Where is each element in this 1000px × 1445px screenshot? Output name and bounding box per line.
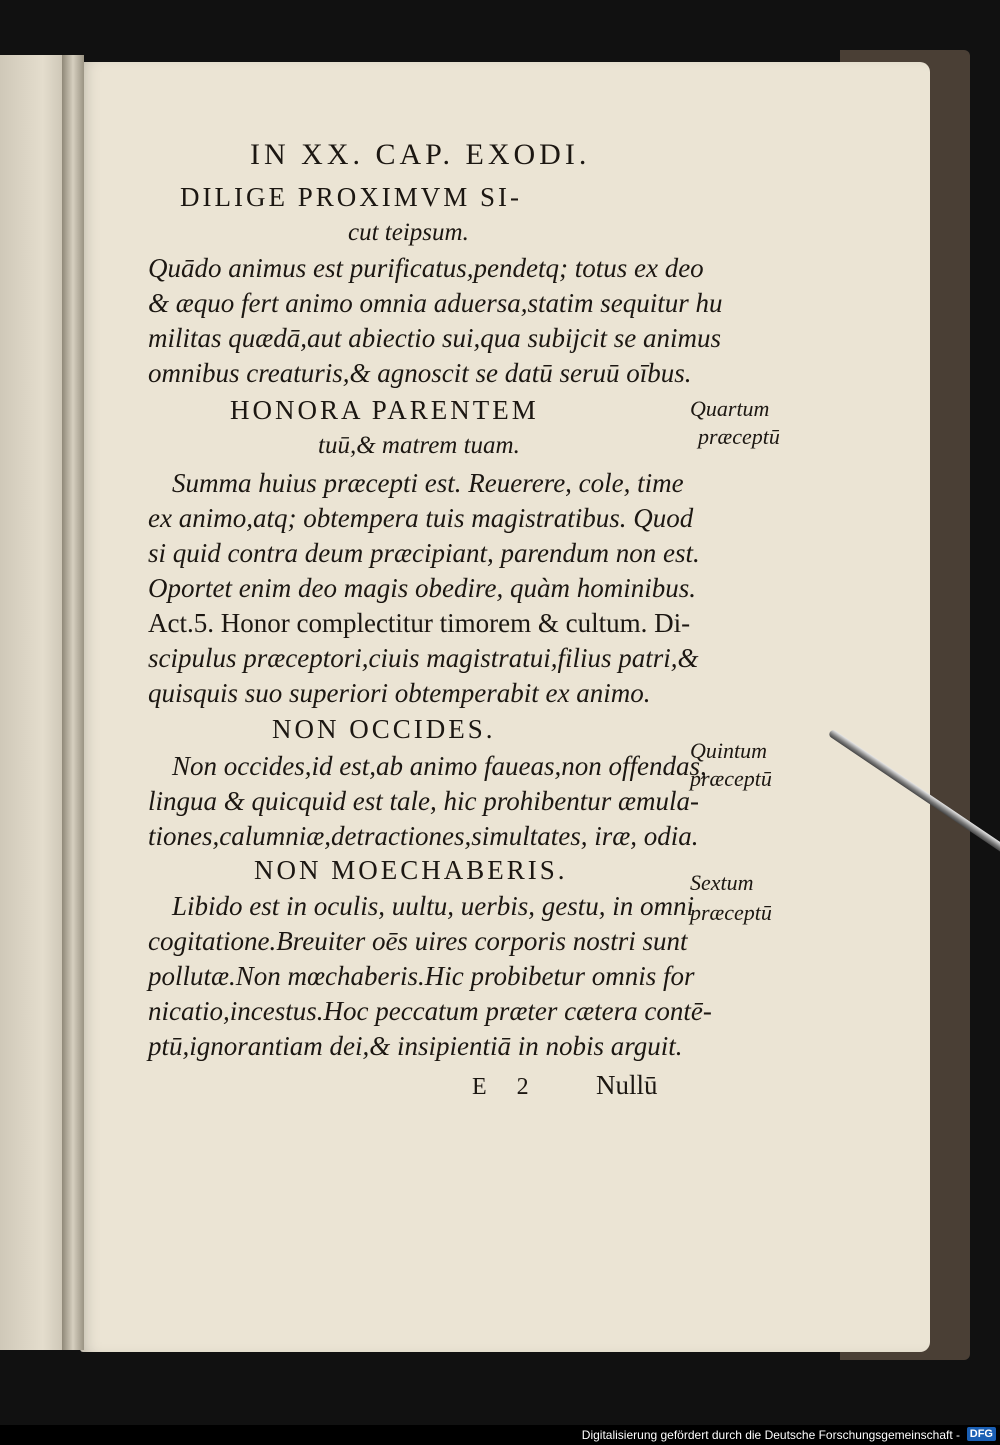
text-line: si quid contra deum præcipiant, parendum non est. xyxy=(148,538,700,568)
section-subheading-1: cut teipsum. xyxy=(348,219,469,246)
text-line: Libido est in oculis, uultu, uerbis, gestu, in omni xyxy=(172,891,695,921)
text-line: tiones,calumniæ,detractiones,simultates, iræ, odia. xyxy=(148,821,699,851)
margin-note-1-line1: Quartum xyxy=(690,396,770,421)
dfg-logo: DFG xyxy=(967,1427,996,1441)
text-line: Oportet enim deo magis obedire, quàm hominibus. xyxy=(148,573,696,603)
footer-credit: Digitalisierung gefördert durch die Deutsche Forschungsgemeinschaft - xyxy=(581,1428,960,1442)
signature-mark: E 2 xyxy=(472,1074,541,1100)
text-line: lingua & quicquid est tale, hic prohibentur æmula- xyxy=(148,786,699,816)
text-line: quisquis suo superiori obtemperabit ex animo. xyxy=(148,678,651,708)
text-line: ptū,ignorantiam dei,& insipientiā in nobis arguit. xyxy=(148,1031,683,1061)
text-line: cogitatione.Breuiter oēs uires corporis nostri sunt xyxy=(148,926,688,956)
text-line: Quādo animus est purificatus,pendetq; totus ex deo xyxy=(148,253,704,283)
section-subheading-2: tuū,& matrem tuam. xyxy=(318,432,520,459)
margin-note-3-line1: Sextum xyxy=(690,870,754,895)
running-header: IN XX. CAP. EXODI. xyxy=(250,138,591,171)
section-heading-1: DILIGE PROXIMVM SI- xyxy=(180,182,522,212)
text-line: Act.5. Honor complectitur timorem & cultum. Di- xyxy=(148,608,691,638)
section-heading-3: NON OCCIDES. xyxy=(272,714,496,744)
margin-note-1-line2: præceptū xyxy=(698,424,780,449)
text-line: Summa huius præcepti est. Reuerere, cole, time xyxy=(172,468,684,498)
margin-note-3-line2: præceptū xyxy=(690,900,772,925)
text-line: Non occides,id est,ab animo faueas,non offendas, xyxy=(172,751,707,781)
text-line: scipulus præceptori,ciuis magistratui,filius patri,& xyxy=(148,643,699,673)
text-line: & æquo fert animo omnia aduersa,statim sequitur hu xyxy=(148,288,723,318)
text-line: omnibus creaturis,& agnoscit se datū seruū oībus. xyxy=(148,358,692,388)
text-line: pollutæ.Non mœchaberis.Hic probibetur omnis for xyxy=(148,961,695,991)
text-line: militas quædā,aut abiectio sui,qua subijcit se animus xyxy=(148,323,721,353)
gutter-fold xyxy=(62,55,84,1350)
margin-note-2-line1: Quintum xyxy=(690,738,767,763)
catchword: Nullū xyxy=(596,1070,658,1100)
section-heading-4: NON MOECHABERIS. xyxy=(254,855,568,885)
section-heading-2: HONORA PARENTEM xyxy=(230,395,539,425)
text-line: nicatio,incestus.Hoc peccatum præter cætera contē- xyxy=(148,996,712,1026)
text-line: ex animo,atq; obtempera tuis magistratibus. Quod xyxy=(148,503,694,533)
margin-note-2-line2: præceptū xyxy=(690,766,772,791)
